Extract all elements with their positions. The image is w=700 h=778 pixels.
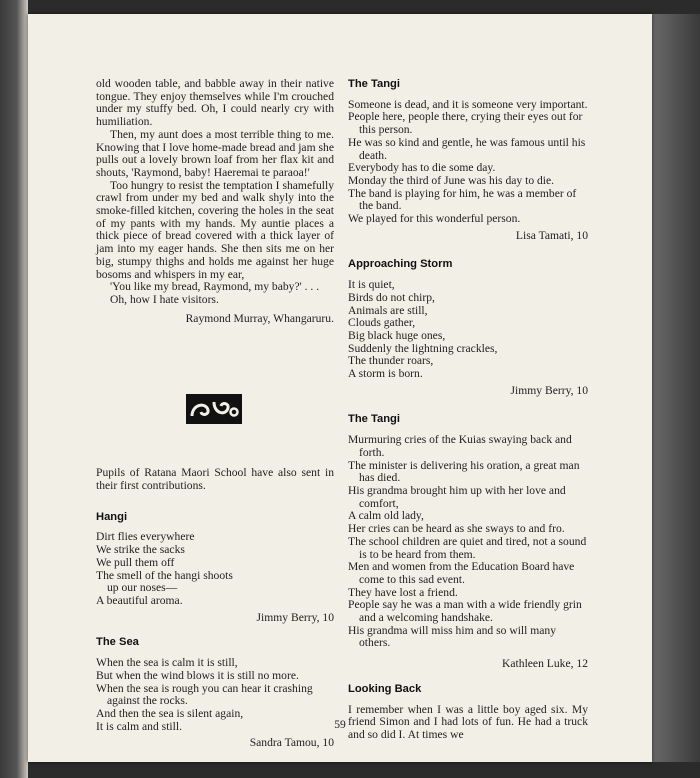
poem-line: The minister is delivering his oration, a great man has died. [348, 458, 580, 485]
poem-line: Everybody has to die some day. [348, 161, 496, 175]
story-continuation [96, 78, 334, 307]
right-column [348, 78, 588, 742]
poem-line: When the sea is calm it is still, [96, 656, 238, 670]
story-paragraph: 'You like my bread, Raymond, my baby?' . . . [110, 280, 320, 294]
poem-line: Dirt flies everywhere [96, 530, 195, 544]
poem-line: Men and women from the Education Board have come to this sad event. [348, 560, 575, 586]
poem-line: Clouds gather, [348, 316, 416, 330]
poem-line: His grandma brought him up with her love and comfort, [348, 483, 566, 510]
story-paragraph: Too hungry to resist the temptation I shamefully crawl from under my bed and walk shyly into the smoke-filled kitchen, covering the holes in the seat of my pants with my hands. My auntie places a thick piece of bread covered with a thick layer of jam into my eager hands. She then sits me on her big, stumpy thighs and holds me against her huge bosoms and whispers in my ear, [96, 178, 334, 281]
koru-ornament-icon [186, 394, 242, 424]
poem-title: Approaching Storm [348, 258, 453, 271]
story-byline: Raymond Murray, Whangaruru. [185, 311, 334, 325]
poem-approaching-storm [348, 258, 588, 397]
poem-line: When the sea is rough you can hear it crashing against the rocks. [96, 681, 313, 708]
poem-line: Suddenly the lightning crackles, [348, 341, 498, 355]
poem-line: Big black huge ones, [348, 328, 446, 342]
page-number: 59 [334, 718, 346, 731]
poem-line: Animals are still, [348, 303, 428, 317]
poem-line: The band is playing for him, he was a member of the band. [348, 186, 577, 213]
scan-binding-edge [0, 0, 28, 778]
story-paragraph: Then, my aunt does a most terrible thing to me. Knowing that I love home-made bread and jam she pulls out a lovely brown loaf from her flax kit and shouts, 'Raymond, baby! Haeremai te paraoa!' [96, 127, 334, 179]
poem-line: We strike the sacks [96, 543, 185, 557]
koru-ornament-graphic [186, 394, 242, 424]
poem-line: But when the wind blows it is still no more. [96, 668, 299, 682]
poem-hangi [96, 511, 334, 625]
poem-the-tangi-1 [348, 78, 588, 242]
poem-line: It is quiet, [348, 278, 395, 292]
poem-line: And then the sea is silent again, [96, 706, 244, 720]
story-paragraph: Oh, how I hate visitors. [110, 292, 219, 306]
poem-byline: Jimmy Berry, 10 [256, 610, 334, 624]
book-page [28, 14, 652, 762]
poem-line: A beautiful aroma. [96, 593, 183, 607]
poem-title: The Tangi [348, 78, 400, 90]
poem-line: His grandma will miss him and so will many others. [348, 623, 557, 650]
poem-line: Someone is dead, and it is someone very important. [348, 97, 588, 111]
poem-line: up our noses— [107, 581, 178, 595]
poem-line: They have lost a friend. [348, 585, 458, 599]
poem-line: It is calm and still. [96, 719, 182, 733]
poem-byline: Sandra Tamou, 10 [249, 736, 334, 750]
scan-right-edge [652, 14, 700, 762]
ratana-intro: Pupils of Ratana Maori School have also sent in their first contributions. [96, 466, 334, 493]
poem-line: Murmuring cries of the Kuias swaying back and forth. [348, 433, 572, 459]
poem-line: People say he was a man with a wide friendly grin and a welcoming handshake. [348, 598, 582, 625]
poem-the-tangi-2 [348, 413, 588, 670]
poem-line: A storm is born. [348, 367, 423, 381]
poem-line: He was so kind and gentle, he was famous until his death. [348, 135, 586, 162]
poem-line: Monday the third of June was his day to die. [348, 173, 555, 187]
poem-title: The Sea [96, 636, 139, 649]
poem-line: People here, people there, crying their eyes out for this person. [348, 110, 583, 137]
poem-line: The school children are quiet and tired, not a sound is to be heard from them. [348, 534, 587, 561]
poem-line: Her cries can be heard as she sways to and fro. [348, 522, 565, 536]
looking-back-text: I remember when I was a little boy aged six. My friend Simon and I had lots of fun. He had a truck and so did I. At times we [348, 702, 588, 741]
poem-line: A calm old lady, [348, 509, 424, 523]
poem-line: The thunder roars, [348, 354, 434, 368]
poem-line: Birds do not chirp, [348, 290, 435, 304]
poem-title: Hangi [96, 510, 128, 523]
section-title: Looking Back [348, 682, 422, 695]
looking-back [348, 683, 588, 742]
poem-byline: Lisa Tamati, 10 [515, 228, 588, 242]
poem-the-sea [96, 636, 334, 750]
poem-byline: Jimmy Berry, 10 [510, 383, 588, 397]
poem-line: We pull them off [96, 555, 175, 569]
poem-line: We played for this wonderful person. [348, 212, 521, 226]
poem-line: The smell of the hangi shoots [96, 568, 233, 582]
poem-title: The Tangi [348, 413, 400, 426]
story-paragraph: old wooden table, and babble away in their native tongue. They enjoy themselves while I'm crouched under my stuffy bed. Oh, I could nearly cry with humiliation. [96, 77, 334, 129]
poem-byline: Kathleen Luke, 12 [502, 657, 588, 671]
